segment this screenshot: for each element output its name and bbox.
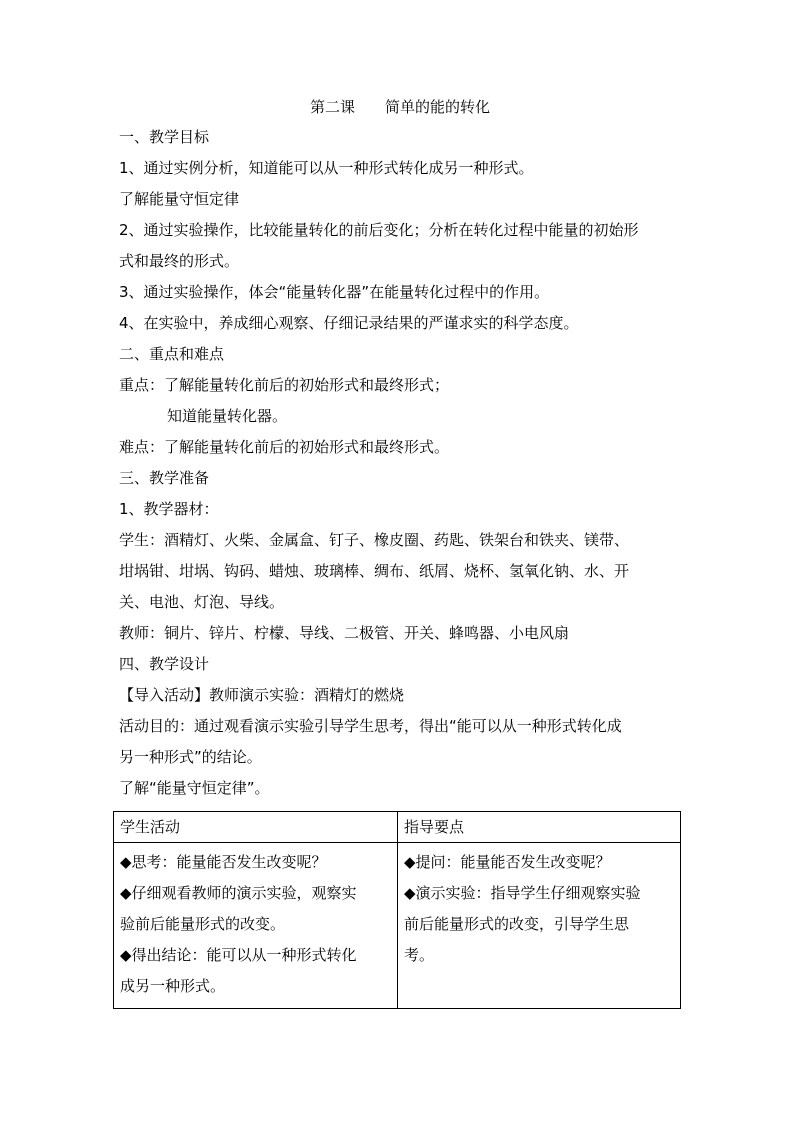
materials-heading: 1、教学器材： [119,500,219,518]
teacher-materials: 教师：铜片、锌片、柠檬、导线、二极管、开关、蜂鸣器、小电风扇 [119,624,570,642]
section-heading-preparation: 三、教学准备 [119,469,210,487]
goal-3: 3、通过实验操作，体会“能量转化器”在能量转化过程中的作用。 [119,283,550,301]
energy-conservation-note: 了解“能量守恒定律”。 [119,779,270,797]
goal-2-line-1: 2、通过实验操作，比较能量转化的前后变化；分析在转化过程中能量的初始形 [119,221,639,239]
section-heading-goals: 一、教学目标 [119,128,210,146]
student-materials-line-1: 学生：酒精灯、火柴、金属盒、钉子、橡皮圈、药匙、铁架台和铁夹、镁带、 [119,531,630,549]
student-item-2-line-2: 验前后能量形式的改变。 [120,915,286,933]
key-point: 重点：了解能量转化前后的初始形式和最终形式； [119,376,450,394]
student-item-2-line-1: ◆仔细观看教师的演示实验，观察实 [120,884,357,902]
student-activity-cell [114,843,398,1009]
goal-1: 1、通过实例分析，知道能可以从一种形式转化成另一种形式。 [119,159,534,177]
intro-activity: 【导入活动】教师演示实验：酒精灯的燃烧 [119,686,405,704]
difficult-point: 难点：了解能量转化前后的初始形式和最终形式。 [119,438,450,456]
lesson-title: 第二课 简单的能的转化 [309,98,490,116]
student-materials-line-2: 坩埚钳、坩埚、钩码、蜡烛、玻璃棒、绸布、纸屑、烧杯、氢氧化钠、水、开 [119,562,630,580]
section-heading-design: 四、教学设计 [119,655,210,673]
header-guidance-points: 指导要点 [398,812,681,843]
goal-4: 4、在实验中，养成细心观察、仔细记录结果的严谨求实的科学态度。 [119,314,579,332]
guide-item-2-line-2: 前后能量形式的改变，引导学生思 [404,915,630,933]
activity-table [113,811,681,1009]
guide-item-2-line-1: ◆演示实验：指导学生仔细观察实验 [404,884,641,902]
student-item-1: ◆思考：能量能否发生改变呢？ [120,853,327,871]
student-materials-line-3: 关、电池、灯泡、导线。 [119,593,285,611]
activity-purpose-line-2: 另一种形式”的结论。 [119,748,262,766]
table-row [114,843,681,1009]
key-point-2: 知道能量转化器。 [167,407,288,425]
guide-item-2-line-3: 考。 [404,946,435,964]
table-header-row [114,812,681,843]
guide-item-1: ◆提问：能量能否发生改变呢？ [404,853,611,871]
goal-1-extra: 了解能量守恒定律 [119,190,240,208]
activity-purpose-line-1: 活动目的：通过观看演示实验引导学生思考，得出“能可以从一种形式转化成 [119,717,622,735]
header-student-activity: 学生活动 [114,812,398,843]
guidance-cell [398,843,681,1009]
student-item-3-line-2: 成另一种形式。 [120,977,226,995]
document-body [119,96,681,808]
section-heading-keypoints: 二、重点和难点 [119,345,225,363]
goal-2-line-2: 式和最终的形式。 [119,252,240,270]
student-item-3-line-1: ◆得出结论：能可以从一种形式转化 [120,946,357,964]
